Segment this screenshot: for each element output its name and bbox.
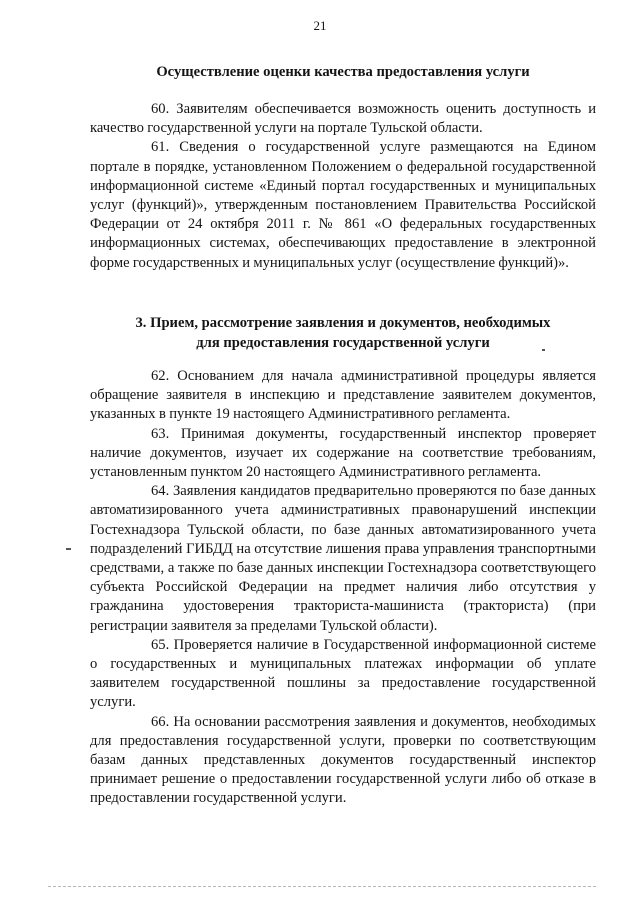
paragraph-64: 64. Заявления кандидатов предварительно проверяются по базе данных автоматизированного учета административных правонарушений инспекции Гостехнадзора Тульской области, по базе данных автоматизированного учета подразделений ГИБДД на отсутствие лишения права управления транспортными средствами, а также по базе данных инспекции Гостехнадзора соответствующего субъекта Российской Федерации на предмет наличия либо отсутствия у гражданина удостоверения тракториста-машиниста (тракториста) (при регистрации заявителя за пределами Тульской области). [90, 483, 596, 634]
page-number: 21 [313, 18, 327, 33]
scan-bottom-edge [48, 886, 596, 887]
paragraph-60: 60. Заявителям обеспечивается возможность оценить доступность и качество государственной услуги на портале Тульской области. [90, 101, 596, 137]
paragraph-61: 61. Сведения о государственной услуге размещаются на Едином портале в порядке, установленном Положением о федеральной государственной информационной системе «Единый портал государственных и муниципальных услуг (функций)», утвержденным постановлением Правительства Российской Федерации от 24 октября 2011 г. № 861 «О федеральных государственных информационных системах, обеспечивающих предоставление в электронной форме государственных и муниципальных услуг (осуществление функций)». [90, 139, 596, 271]
paragraph-62: 62. Основанием для начала административной процедуры является обращение заявителя в инспекцию и представление заявителем документов, указанных в пункте 19 настоящего Административного регламента. [90, 368, 596, 423]
scan-speck [542, 349, 545, 351]
section-heading-3-line-1: 3. Прием, рассмотрение заявления и документов, необходимых [135, 315, 551, 331]
paragraph-65: 65. Проверяется наличие в Государственной информационной системе о государственных и муниципальных платежах информации об уплате заявителем государственной пошлины за предоставление государственной услуги. [90, 636, 596, 711]
paragraph-66: 66. На основании рассмотрения заявления и документов, необходимых для предоставления государственной услуги, проверки по соответствующим базам данных представленных документов государственный инспектор принимает решение о предоставлении государственной услуги либо об отказе в предоставлении государственной услуги. [90, 713, 596, 807]
paragraph-63: 63. Принимая документы, государственный инспектор проверяет наличие документов, изучает их содержание на соответствие требованиям, установленным пунктом 20 настоящего Административного регламента. [90, 425, 596, 481]
section-heading-3 [90, 313, 596, 353]
section-heading-quality-assessment: Осуществление оценки качества предоставления услуги [156, 64, 530, 80]
section-3-body [90, 367, 596, 809]
scan-speck [66, 548, 71, 550]
section-quality-assessment-body [90, 100, 596, 273]
section-heading-3-line-2: для предоставления государственной услуги [196, 335, 490, 351]
